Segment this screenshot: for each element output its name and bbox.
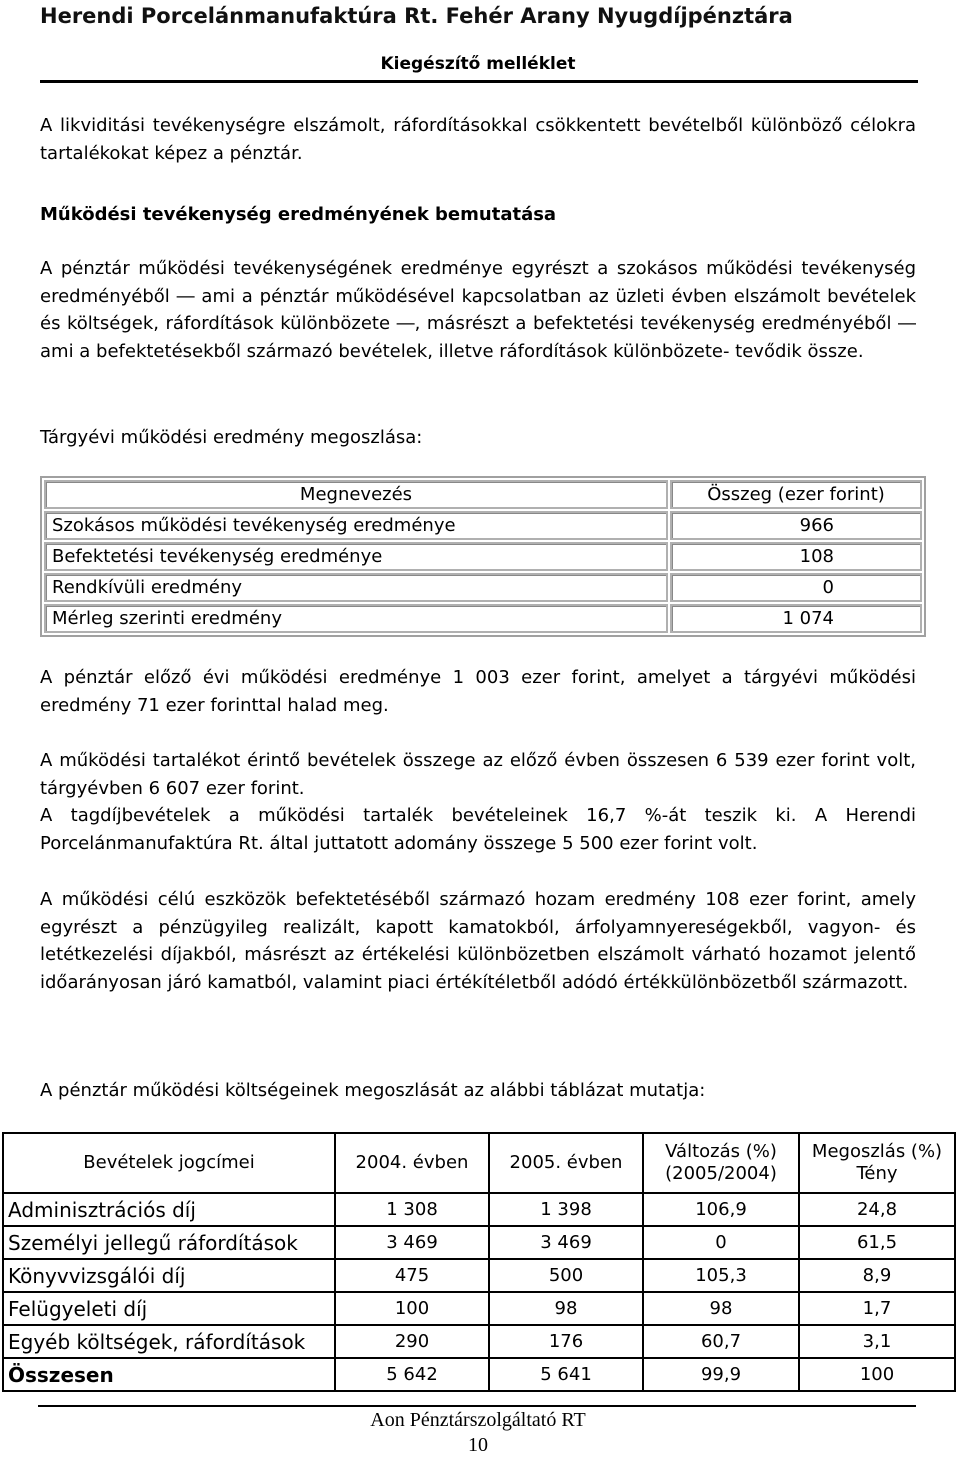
table-cell: 3 469 (489, 1226, 643, 1259)
paragraph-reserve-income: A működési tartalékot érintő bevételek összege az előző évben összesen 6 539 ezer forint volt, tárgyévben 6 607 ezer forint. (40, 750, 916, 799)
table-cell: 100 (335, 1292, 489, 1325)
paragraph-breakdown-label: Tárgyévi működési eredmény megoszlása: (40, 427, 423, 448)
table-cell-value: 108 (670, 542, 922, 571)
header-divider (40, 80, 918, 83)
header-line: Tény (856, 1163, 898, 1184)
table-row (44, 511, 922, 540)
table-cell: 0 (643, 1226, 799, 1259)
table-header-cell: Megnevezés (44, 480, 668, 509)
table-cell-label: Befektetési tevékenység eredménye (44, 542, 668, 571)
paragraph-intro: A likviditási tevékenységre elszámolt, ráfordításokkal csökkentett bevételből különböző célokra tartalékokat képez a pénztár. (40, 115, 916, 164)
paragraph-investment-yield: A működési célú eszközök befektetéséből származó hozam eredmény 108 ezer forint, amely egyrészt a pénzügyileg realizált, kapott kamatokból, árfolyamnyereségekből, vagyon- és letétkezelési díjakból, másrészt az értékelési különbözetben elszámolt várható hozamot jelentő időarányosan járó kamatból, valamint piaci értékítéletből adódó értékkülönbözetből származott. (40, 889, 916, 993)
table-total-row (3, 1358, 955, 1391)
table-cell-label: Szokásos működési tevékenység eredménye (44, 511, 668, 540)
table-cell-value: 966 (670, 511, 922, 540)
table-header-cell: 2004. évben (335, 1133, 489, 1193)
table-cell: 105,3 (643, 1259, 799, 1292)
footer-divider (38, 1405, 916, 1407)
table-cell: 500 (489, 1259, 643, 1292)
paragraph-membership-fees: A tagdíjbevételek a működési tartalék bevételeinek 16,7 %-át teszik ki. A Herendi Porcelánmanufaktúra Rt. által juttatott adomány összege 5 500 ezer forint volt. (40, 805, 916, 854)
table-cell: 1 398 (489, 1193, 643, 1226)
header-line: (2005/2004) (665, 1163, 777, 1184)
table-cell: 1 308 (335, 1193, 489, 1226)
footer-company: Aon Pénztárszolgáltató RT (370, 1409, 586, 1431)
table-header-row (3, 1133, 955, 1193)
table-cell: 98 (489, 1292, 643, 1325)
operating-costs-table (2, 1132, 956, 1392)
table-row (44, 542, 922, 571)
table-row (3, 1193, 955, 1226)
table-row (3, 1226, 955, 1259)
table-row (44, 604, 922, 633)
table-cell: 1,7 (799, 1292, 955, 1325)
table-cell: 100 (799, 1358, 955, 1391)
table-cell: 61,5 (799, 1226, 955, 1259)
section-heading-result: Működési tevékenység eredményének bemutatása (40, 204, 557, 225)
table-cell-label: Mérleg szerinti eredmény (44, 604, 668, 633)
table-cell-label: Adminisztrációs díj (3, 1193, 335, 1226)
table-cell: 24,8 (799, 1193, 955, 1226)
table-cell: 3,1 (799, 1325, 955, 1358)
table-cell: 176 (489, 1325, 643, 1358)
table-cell-label: Egyéb költségek, ráfordítások (3, 1325, 335, 1358)
table-cell: 8,9 (799, 1259, 955, 1292)
document-header-title: Herendi Porcelánmanufaktúra Rt. Fehér Arany Nyugdíjpénztára (40, 4, 793, 28)
table-row (3, 1292, 955, 1325)
table-cell-label: Könyvvizsgálói díj (3, 1259, 335, 1292)
table-header-cell: Bevételek jogcímei (3, 1133, 335, 1193)
result-breakdown-table (40, 476, 926, 637)
document-header-subtitle: Kiegészítő melléklet (380, 54, 576, 74)
table-cell: 98 (643, 1292, 799, 1325)
paragraph-costs-label: A pénztár működési költségeinek megoszlását az alábbi táblázat mutatja: (40, 1080, 706, 1101)
table-cell-label: Rendkívüli eredmény (44, 573, 668, 602)
table-cell: 3 469 (335, 1226, 489, 1259)
table-cell: 475 (335, 1259, 489, 1292)
page-number: 10 (468, 1434, 488, 1456)
paragraph-previous-year: A pénztár előző évi működési eredménye 1 003 ezer forint, amelyet a tárgyévi működési eredmény 71 ezer forinttal halad meg. (40, 667, 916, 716)
table-cell-value: 0 (670, 573, 922, 602)
table-header-cell-share (799, 1133, 955, 1193)
table-header-cell-change (643, 1133, 799, 1193)
table-header-cell: Összeg (ezer forint) (670, 480, 922, 509)
table-cell-label-total: Összesen (3, 1358, 335, 1391)
paragraph-result-explanation: A pénztár működési tevékenységének eredménye egyrészt a szokásos működési tevékenység eredményéből ― ami a pénztár működésével kapcsolatban az üzleti évben elszámolt bevételek és költségek, ráfordítások különbözete ―, másrészt a befektetési tevékenység eredményéből ― ami a befektetésekből származó bevételek, illetve ráfordítások különbözete- tevődik össze. (40, 258, 916, 362)
header-line: Változás (%) (665, 1141, 777, 1162)
table-cell-label: Felügyeleti díj (3, 1292, 335, 1325)
table-cell: 106,9 (643, 1193, 799, 1226)
table-header-cell: 2005. évben (489, 1133, 643, 1193)
table-cell-label: Személyi jellegű ráfordítások (3, 1226, 335, 1259)
table-cell-value: 1 074 (670, 604, 922, 633)
table-row (3, 1325, 955, 1358)
table-cell: 60,7 (643, 1325, 799, 1358)
table-cell: 290 (335, 1325, 489, 1358)
header-line: Megoszlás (%) (811, 1141, 943, 1162)
table-cell: 5 642 (335, 1358, 489, 1391)
table-row (3, 1259, 955, 1292)
table-row (44, 573, 922, 602)
table-header-row (44, 480, 922, 509)
table-cell: 5 641 (489, 1358, 643, 1391)
table-cell: 99,9 (643, 1358, 799, 1391)
